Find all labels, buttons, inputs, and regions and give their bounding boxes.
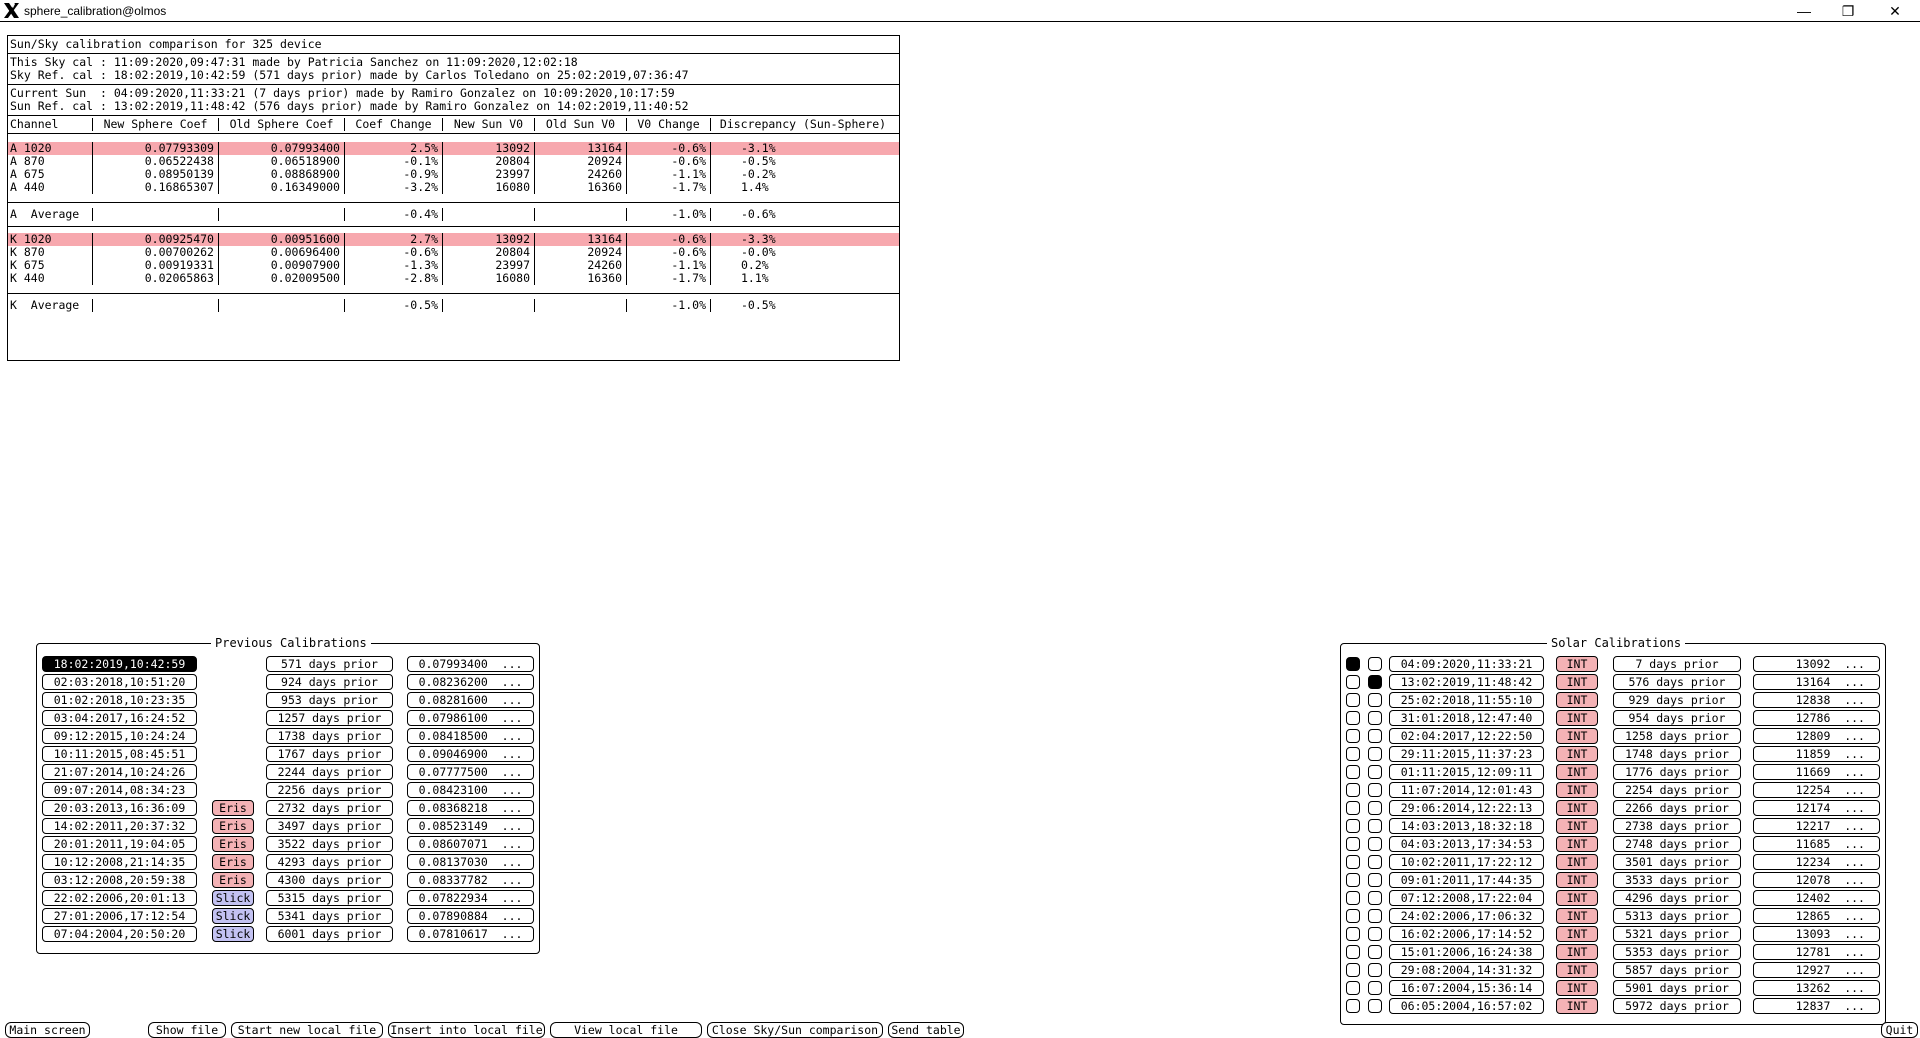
instrument-tag: INT (1556, 890, 1598, 906)
k-average-row (8, 299, 899, 312)
previous-calibration-date[interactable]: 14:02:2011,20:37:32 (42, 818, 197, 834)
reference-sun-select-radio[interactable] (1368, 819, 1382, 833)
table-cell: A 440 (10, 181, 45, 194)
table-cell: 13092 (442, 233, 534, 246)
instrument-tag: INT (1556, 764, 1598, 780)
sun-v0-field[interactable]: 12254 ... (1753, 782, 1880, 798)
reference-sun-select-radio[interactable] (1368, 801, 1382, 815)
title-bar (0, 0, 1920, 22)
reference-sun-select-radio[interactable] (1368, 657, 1382, 671)
days-prior-field: 2738 days prior (1613, 818, 1741, 834)
table-cell: 1.1% (710, 272, 895, 285)
table-cell: K 440 (10, 272, 45, 285)
table-cell: -0.6% (344, 246, 442, 259)
table-cell: -0.6% (626, 155, 710, 168)
close-button[interactable]: ✕ (1889, 3, 1901, 19)
solar-calibration-date[interactable]: 04:09:2020,11:33:21 (1389, 656, 1544, 672)
days-prior-field: 5901 days prior (1613, 980, 1741, 996)
table-cell: -0.5% (344, 299, 442, 312)
sun-v0-field[interactable]: 12786 ... (1753, 710, 1880, 726)
current-sun-select-radio[interactable] (1346, 819, 1360, 833)
days-prior-field: 1767 days prior (266, 746, 393, 762)
current-sun-select-radio[interactable] (1346, 675, 1360, 689)
days-prior-field: 1776 days prior (1613, 764, 1741, 780)
previous-calibration-date[interactable]: 09:07:2014,08:34:23 (42, 782, 197, 798)
table-cell: -3.3% (710, 233, 895, 246)
reference-sun-select-radio[interactable] (1368, 981, 1382, 995)
instrument-tag: INT (1556, 854, 1598, 870)
previous-calibration-date[interactable]: 10:12:2008,21:14:35 (42, 854, 197, 870)
instrument-tag: INT (1556, 728, 1598, 744)
sun-v0-field[interactable]: 12838 ... (1753, 692, 1880, 708)
table-cell: 20804 (442, 246, 534, 259)
current-sun-line: Current Sun : 04:09:2020,11:33:21 (7 days prior) made by Ramiro Gonzalez on 10:09:2020,10:17:59 (10, 87, 675, 100)
coefficient-field[interactable]: 0.08281600 ... (407, 692, 534, 708)
days-prior-field: 1257 days prior (266, 710, 393, 726)
table-cell: 0.16865307 (92, 181, 218, 194)
table-cell: 13164 (534, 142, 626, 155)
table-cell: 0.16349000 (218, 181, 344, 194)
solar-calibration-date[interactable]: 29:08:2004,14:31:32 (1389, 962, 1544, 978)
instrument-tag: INT (1556, 782, 1598, 798)
days-prior-field: 5315 days prior (266, 890, 393, 906)
sun-v0-field[interactable]: 11859 ... (1753, 746, 1880, 762)
table-cell: -1.0% (626, 299, 710, 312)
previous-calibration-date[interactable]: 01:02:2018,10:23:35 (42, 692, 197, 708)
solar-calibration-date[interactable]: 07:12:2008,17:22:04 (1389, 890, 1544, 906)
solar-calibration-date[interactable]: 06:05:2004,16:57:02 (1389, 998, 1544, 1014)
main-screen-button[interactable]: Main screen (5, 1022, 90, 1038)
days-prior-field: 953 days prior (266, 692, 393, 708)
close-sky-sun-comparison-button[interactable]: Close Sky/Sun comparison (707, 1022, 883, 1038)
table-cell: A 675 (10, 168, 45, 181)
table-cell: 0.00700262 (92, 246, 218, 259)
solar-calibrations-title: Solar Calibrations (1547, 636, 1685, 650)
current-sun-select-radio[interactable] (1346, 981, 1360, 995)
table-cell: 2.7% (344, 233, 442, 246)
table-cell: 2.5% (344, 142, 442, 155)
table-cell: -1.7% (626, 181, 710, 194)
sun-v0-field[interactable]: 13093 ... (1753, 926, 1880, 942)
table-cell: 16080 (442, 272, 534, 285)
a-rows (8, 142, 899, 194)
instrument-tag: Eris (212, 872, 254, 888)
col-header-old-sphere-coef: Old Sphere Coef (218, 118, 344, 131)
table-cell: 16360 (534, 181, 626, 194)
table-row (8, 233, 899, 246)
sun-ref-cal-line: Sun Ref. cal : 13:02:2019,11:48:42 (576 days prior) made by Ramiro Gonzalez on 14:02:2019,11:40:52 (10, 100, 689, 113)
coefficient-field[interactable]: 0.07810617 ... (407, 926, 534, 942)
days-prior-field: 1738 days prior (266, 728, 393, 744)
days-prior-field: 3501 days prior (1613, 854, 1741, 870)
col-header-discrepancy: Discrepancy (Sun-Sphere) (710, 118, 895, 131)
table-cell: 13164 (534, 233, 626, 246)
previous-calibration-date[interactable]: 09:12:2015,10:24:24 (42, 728, 197, 744)
table-cell: -1.0% (626, 208, 710, 221)
instrument-tag: INT (1556, 908, 1598, 924)
col-header-new-sphere-coef: New Sphere Coef (92, 118, 218, 131)
table-cell: -0.1% (344, 155, 442, 168)
sun-v0-field[interactable]: 12927 ... (1753, 962, 1880, 978)
days-prior-field: 2244 days prior (266, 764, 393, 780)
reference-sun-select-radio[interactable] (1368, 963, 1382, 977)
instrument-tag: Eris (212, 854, 254, 870)
days-prior-field: 576 days prior (1613, 674, 1741, 690)
table-cell: K 675 (10, 259, 45, 272)
sun-v0-field[interactable]: 12078 ... (1753, 872, 1880, 888)
instrument-tag: INT (1556, 944, 1598, 960)
x-logo-icon (3, 2, 20, 19)
minimize-button[interactable]: — (1797, 3, 1811, 19)
solar-calibration-date[interactable]: 29:11:2015,11:37:23 (1389, 746, 1544, 762)
table-row (8, 155, 899, 168)
current-sun-select-radio[interactable] (1346, 963, 1360, 977)
table-cell: 13092 (442, 142, 534, 155)
instrument-tag: INT (1556, 692, 1598, 708)
days-prior-field: 1258 days prior (1613, 728, 1741, 744)
solar-calibration-date[interactable]: 31:01:2018,12:47:40 (1389, 710, 1544, 726)
days-prior-field: 5857 days prior (1613, 962, 1741, 978)
instrument-tag: INT (1556, 710, 1598, 726)
instrument-tag: Eris (212, 818, 254, 834)
days-prior-field: 5972 days prior (1613, 998, 1741, 1014)
sun-v0-field[interactable]: 11669 ... (1753, 764, 1880, 780)
table-cell: -0.2% (710, 168, 895, 181)
coefficient-field[interactable]: 0.07822934 ... (407, 890, 534, 906)
table-cell: 0.00907900 (218, 259, 344, 272)
current-sun-select-radio[interactable] (1346, 927, 1360, 941)
table-cell: A 1020 (10, 142, 52, 155)
solar-calibration-date[interactable]: 24:02:2006,17:06:32 (1389, 908, 1544, 924)
table-cell: 0.00951600 (218, 233, 344, 246)
solar-calibration-date[interactable]: 10:02:2011,17:22:12 (1389, 854, 1544, 870)
reference-sun-select-radio[interactable] (1368, 999, 1382, 1013)
reference-sun-select-radio[interactable] (1368, 837, 1382, 851)
coefficient-field[interactable]: 0.07777500 ... (407, 764, 534, 780)
table-cell: 0.07993400 (218, 142, 344, 155)
sky-ref-cal-line: Sky Ref. cal : 18:02:2019,10:42:59 (571 days prior) made by Carlos Toledano on 25:02:2019,07:36:47 (10, 69, 689, 82)
table-cell: A Average (10, 208, 80, 221)
table-cell: -2.8% (344, 272, 442, 285)
coefficient-field[interactable]: 0.08423100 ... (407, 782, 534, 798)
table-row (8, 272, 899, 285)
instrument-tag: Slick (212, 890, 254, 906)
reference-sun-select-radio[interactable] (1368, 747, 1382, 761)
reference-sun-select-radio[interactable] (1368, 873, 1382, 887)
instrument-tag: INT (1556, 980, 1598, 996)
instrument-tag: INT (1556, 836, 1598, 852)
days-prior-field: 4293 days prior (266, 854, 393, 870)
table-cell: 0.02065863 (92, 272, 218, 285)
sun-v0-field[interactable]: 12174 ... (1753, 800, 1880, 816)
previous-calibration-date[interactable]: 20:03:2013,16:36:09 (42, 800, 197, 816)
table-row (8, 168, 899, 181)
days-prior-field: 2256 days prior (266, 782, 393, 798)
sun-v0-field[interactable]: 12217 ... (1753, 818, 1880, 834)
instrument-tag: INT (1556, 800, 1598, 816)
days-prior-field: 2266 days prior (1613, 800, 1741, 816)
table-cell: -1.7% (626, 272, 710, 285)
instrument-tag: Eris (212, 800, 254, 816)
solar-calibration-date[interactable]: 16:02:2006,17:14:52 (1389, 926, 1544, 942)
table-cell: 23997 (442, 259, 534, 272)
reference-sun-select-radio[interactable] (1368, 711, 1382, 725)
comparison-report (7, 35, 900, 361)
table-cell: 0.08868900 (218, 168, 344, 181)
coefficient-field[interactable]: 0.08418500 ... (407, 728, 534, 744)
view-local-file-button[interactable]: View local file (550, 1022, 702, 1038)
restore-button[interactable]: ❐ (1841, 3, 1855, 19)
instrument-tag: INT (1556, 656, 1598, 672)
days-prior-field: 924 days prior (266, 674, 393, 690)
table-row (8, 181, 899, 194)
current-sun-select-radio[interactable] (1346, 999, 1360, 1013)
previous-calibration-date[interactable]: 07:04:2004,20:50:20 (42, 926, 197, 942)
table-cell: 0.00696400 (218, 246, 344, 259)
days-prior-field: 1748 days prior (1613, 746, 1741, 762)
current-sun-select-radio[interactable] (1346, 693, 1360, 707)
table-cell: -3.1% (710, 142, 895, 155)
table-row (8, 259, 899, 272)
sky-info-section (8, 54, 899, 85)
instrument-tag: Slick (212, 908, 254, 924)
table-cell: 0.02009500 (218, 272, 344, 285)
table-cell: -0.6% (626, 233, 710, 246)
table-cell: 0.07793309 (92, 142, 218, 155)
current-sun-select-radio[interactable] (1346, 747, 1360, 761)
table-cell: -0.5% (710, 155, 895, 168)
sun-v0-field[interactable]: 12781 ... (1753, 944, 1880, 960)
table-cell: -0.5% (710, 299, 895, 312)
instrument-tag: INT (1556, 746, 1598, 762)
instrument-tag: INT (1556, 818, 1598, 834)
instrument-tag: INT (1556, 998, 1598, 1014)
solar-calibration-date[interactable]: 02:04:2017,12:22:50 (1389, 728, 1544, 744)
table-cell: 24260 (534, 168, 626, 181)
solar-calibration-date[interactable]: 01:11:2015,12:09:11 (1389, 764, 1544, 780)
table-cell: K 1020 (10, 233, 52, 246)
previous-calibration-date[interactable]: 21:07:2014,10:24:26 (42, 764, 197, 780)
table-cell: 0.00925470 (92, 233, 218, 246)
current-sun-select-radio[interactable] (1346, 837, 1360, 851)
col-header-new-sun-v0: New Sun V0 (442, 118, 534, 131)
instrument-tag: Eris (212, 836, 254, 852)
table-cell: -1.1% (626, 168, 710, 181)
previous-calibration-date[interactable]: 10:11:2015,08:45:51 (42, 746, 197, 762)
days-prior-field: 4296 days prior (1613, 890, 1741, 906)
instrument-tag: INT (1556, 926, 1598, 942)
previous-calibration-date[interactable]: 22:02:2006,20:01:13 (42, 890, 197, 906)
previous-calibration-date[interactable]: 03:04:2017,16:24:52 (42, 710, 197, 726)
coefficient-field[interactable]: 0.08137030 ... (407, 854, 534, 870)
current-sun-select-radio[interactable] (1346, 783, 1360, 797)
current-sun-select-radio[interactable] (1346, 657, 1360, 671)
current-sun-select-radio[interactable] (1346, 873, 1360, 887)
table-header (8, 116, 899, 134)
solar-calibration-date[interactable]: 25:02:2018,11:55:10 (1389, 692, 1544, 708)
days-prior-field: 7 days prior (1613, 656, 1741, 672)
table-cell: K Average (10, 299, 80, 312)
current-sun-select-radio[interactable] (1346, 711, 1360, 725)
insert-into-local-file-button[interactable]: Insert into local file (388, 1022, 545, 1038)
reference-sun-select-radio[interactable] (1368, 855, 1382, 869)
table-row (8, 142, 899, 155)
comparison-table (8, 116, 899, 312)
sun-v0-field[interactable]: 13092 ... (1753, 656, 1880, 672)
reference-sun-select-radio[interactable] (1368, 927, 1382, 941)
days-prior-field: 571 days prior (266, 656, 393, 672)
col-header-v0-change: V0 Change (626, 118, 710, 131)
days-prior-field: 2748 days prior (1613, 836, 1741, 852)
table-row (8, 246, 899, 259)
table-cell: 0.06522438 (92, 155, 218, 168)
instrument-tag: Slick (212, 926, 254, 942)
solar-calibration-date[interactable]: 11:07:2014,12:01:43 (1389, 782, 1544, 798)
report-heading: Sun/Sky calibration comparison for 325 device (10, 38, 322, 51)
days-prior-field: 5341 days prior (266, 908, 393, 924)
reference-sun-select-radio[interactable] (1368, 945, 1382, 959)
start-new-local-file-button[interactable]: Start new local file (231, 1022, 383, 1038)
table-cell: 0.08950139 (92, 168, 218, 181)
sun-info-section (8, 85, 899, 116)
days-prior-field: 2254 days prior (1613, 782, 1741, 798)
table-cell: -1.3% (344, 259, 442, 272)
current-sun-select-radio[interactable] (1346, 909, 1360, 923)
a-average-row (8, 208, 899, 221)
current-sun-select-radio[interactable] (1346, 765, 1360, 779)
coefficient-field[interactable]: 0.08607071 ... (407, 836, 534, 852)
sun-v0-field[interactable]: 12234 ... (1753, 854, 1880, 870)
instrument-tag: INT (1556, 674, 1598, 690)
current-sun-select-radio[interactable] (1346, 801, 1360, 815)
days-prior-field: 5353 days prior (1613, 944, 1741, 960)
solar-calibrations-group (1340, 636, 1886, 1025)
table-cell: A 870 (10, 155, 45, 168)
sky-cal-line: This Sky cal : 11:09:2020,09:47:31 made by Patricia Sanchez on 11:09:2020,12:02:18 (10, 56, 578, 69)
coefficient-field[interactable]: 0.09046900 ... (407, 746, 534, 762)
days-prior-field: 5321 days prior (1613, 926, 1741, 942)
table-cell: 20804 (442, 155, 534, 168)
instrument-tag: INT (1556, 962, 1598, 978)
k-rows (8, 233, 899, 285)
show-file-button[interactable]: Show file (148, 1022, 226, 1038)
instrument-tag: INT (1556, 872, 1598, 888)
reference-sun-select-radio[interactable] (1368, 729, 1382, 743)
table-cell: 1.4% (710, 181, 895, 194)
previous-calibration-date[interactable]: 27:01:2006,17:12:54 (42, 908, 197, 924)
table-cell: -0.0% (710, 246, 895, 259)
sun-v0-field[interactable]: 13262 ... (1753, 980, 1880, 996)
solar-calibration-date[interactable]: 16:07:2004,15:36:14 (1389, 980, 1544, 996)
reference-sun-select-radio[interactable] (1368, 783, 1382, 797)
table-cell: 0.2% (710, 259, 895, 272)
current-sun-select-radio[interactable] (1346, 729, 1360, 743)
current-sun-select-radio[interactable] (1346, 945, 1360, 959)
days-prior-field: 5313 days prior (1613, 908, 1741, 924)
coefficient-field[interactable]: 0.07986100 ... (407, 710, 534, 726)
col-header-old-sun-v0: Old Sun V0 (534, 118, 626, 131)
days-prior-field: 3522 days prior (266, 836, 393, 852)
coefficient-field[interactable]: 0.08523149 ... (407, 818, 534, 834)
table-cell: -0.9% (344, 168, 442, 181)
sun-v0-field[interactable]: 11685 ... (1753, 836, 1880, 852)
previous-calibration-date[interactable]: 03:12:2008,20:59:38 (42, 872, 197, 888)
coefficient-field[interactable]: 0.08368218 ... (407, 800, 534, 816)
previous-calibration-date[interactable]: 20:01:2011,19:04:05 (42, 836, 197, 852)
table-cell: 16080 (442, 181, 534, 194)
days-prior-field: 3533 days prior (1613, 872, 1741, 888)
coefficient-field[interactable]: 0.08337782 ... (407, 872, 534, 888)
coefficient-field[interactable]: 0.07890884 ... (407, 908, 534, 924)
reference-sun-select-radio[interactable] (1368, 675, 1382, 689)
previous-calibration-date[interactable]: 18:02:2019,10:42:59 (42, 656, 197, 672)
table-cell: 0.06518900 (218, 155, 344, 168)
solar-calibration-date[interactable]: 15:01:2006,16:24:38 (1389, 944, 1544, 960)
coefficient-field[interactable]: 0.07993400 ... (407, 656, 534, 672)
solar-calibration-date[interactable]: 14:03:2013,18:32:18 (1389, 818, 1544, 834)
reference-sun-select-radio[interactable] (1368, 909, 1382, 923)
col-header-coef-change: Coef Change (344, 118, 442, 131)
sun-v0-field[interactable]: 12809 ... (1753, 728, 1880, 744)
previous-calibration-date[interactable]: 02:03:2018,10:51:20 (42, 674, 197, 690)
table-cell: -0.6% (710, 208, 895, 221)
send-table-button[interactable]: Send table (888, 1022, 964, 1038)
reference-sun-select-radio[interactable] (1368, 891, 1382, 905)
coefficient-field[interactable]: 0.08236200 ... (407, 674, 534, 690)
sun-v0-field[interactable]: 12837 ... (1753, 998, 1880, 1014)
sun-v0-field[interactable]: 12865 ... (1753, 908, 1880, 924)
reference-sun-select-radio[interactable] (1368, 765, 1382, 779)
solar-calibration-date[interactable]: 04:03:2013,17:34:53 (1389, 836, 1544, 852)
table-cell: 23997 (442, 168, 534, 181)
window-title: sphere_calibration@olmos (24, 4, 167, 18)
days-prior-field: 4300 days prior (266, 872, 393, 888)
current-sun-select-radio[interactable] (1346, 855, 1360, 869)
table-cell: -1.1% (626, 259, 710, 272)
table-cell: 16360 (534, 272, 626, 285)
solar-calibration-date[interactable]: 29:06:2014,12:22:13 (1389, 800, 1544, 816)
solar-calibration-date[interactable]: 13:02:2019,11:48:42 (1389, 674, 1544, 690)
col-header-channel: Channel (10, 118, 59, 131)
days-prior-field: 2732 days prior (266, 800, 393, 816)
table-cell: K 870 (10, 246, 45, 259)
days-prior-field: 929 days prior (1613, 692, 1741, 708)
table-cell: -3.2% (344, 181, 442, 194)
table-cell: 0.00919331 (92, 259, 218, 272)
table-cell: 24260 (534, 259, 626, 272)
days-prior-field: 3497 days prior (266, 818, 393, 834)
solar-calibration-date[interactable]: 09:01:2011,17:44:35 (1389, 872, 1544, 888)
quit-button[interactable]: Quit (1881, 1022, 1918, 1038)
current-sun-select-radio[interactable] (1346, 891, 1360, 905)
sun-v0-field[interactable]: 13164 ... (1753, 674, 1880, 690)
reference-sun-select-radio[interactable] (1368, 693, 1382, 707)
days-prior-field: 6001 days prior (266, 926, 393, 942)
table-cell: 20924 (534, 246, 626, 259)
days-prior-field: 954 days prior (1613, 710, 1741, 726)
table-cell: -0.6% (626, 142, 710, 155)
previous-calibrations-group (36, 636, 540, 954)
table-cell: 20924 (534, 155, 626, 168)
table-cell: -0.4% (344, 208, 442, 221)
previous-calibrations-title: Previous Calibrations (211, 636, 371, 650)
table-cell: -0.6% (626, 246, 710, 259)
report-heading-section (8, 36, 899, 54)
sun-v0-field[interactable]: 12402 ... (1753, 890, 1880, 906)
